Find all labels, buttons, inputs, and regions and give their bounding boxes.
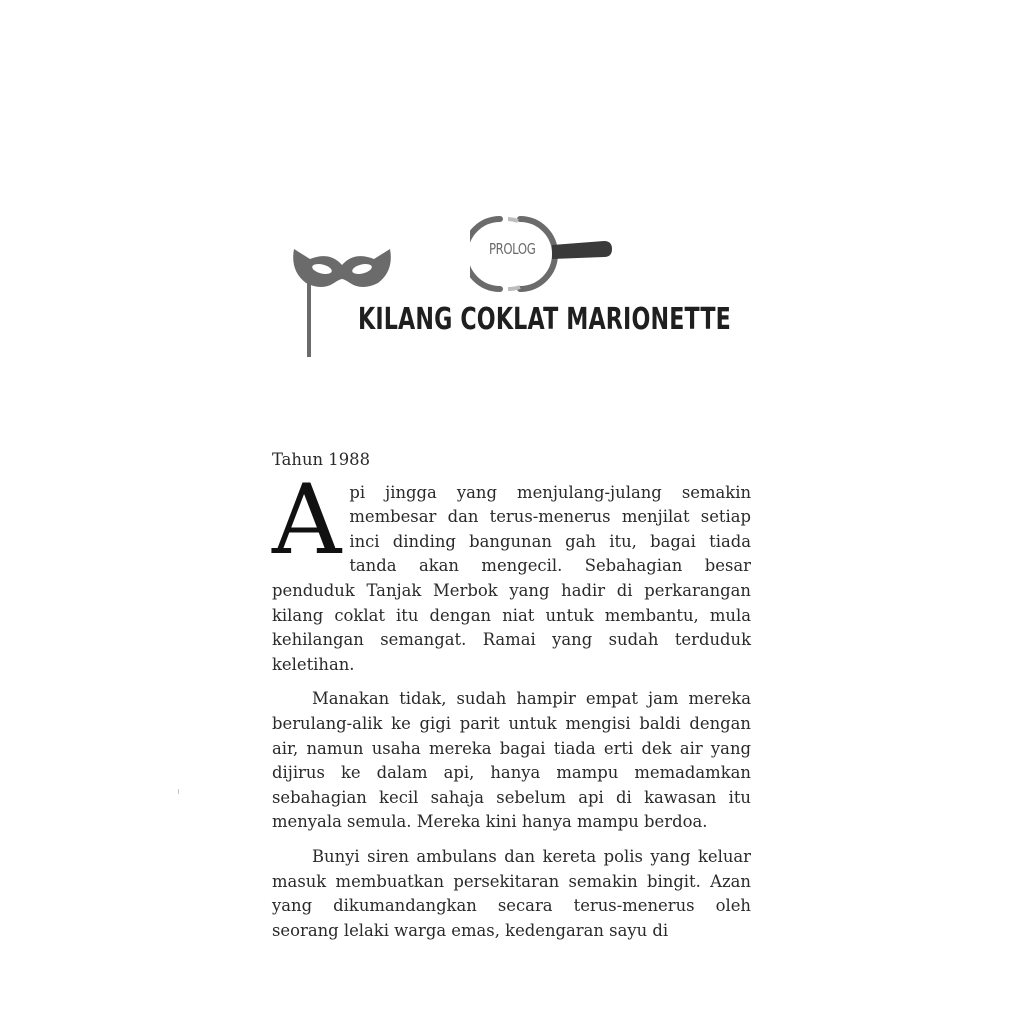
paragraph-1 (272, 463, 751, 678)
prolog-label: PROLOG (488, 240, 536, 258)
paragraph-3: Bunyi siren ambulans dan kereta polis yang keluar masuk membuatkan persekitaran semakin bingit. Azan yang dikumandangkan secara terus-menerus oleh seorang lelaki warga emas, kedengaran sayu di (272, 846, 751, 940)
paragraph-1-text: pi jingga yang menjulang-julang semakin membesar dan terus-menerus menjilat setiap inci dinding bangunan gah itu, bagai tiada tanda akan mengecil. Sebahagian besar penduduk Tanjak Merbok yang hadir di perkarangan kilang coklat itu dengan niat untuk membantu, mula kehilangan semangat. Ramai yang sudah terduduk keletihan. (272, 482, 751, 674)
chapter-header (280, 205, 731, 365)
drop-cap: A (272, 463, 342, 576)
chapter-title: KILANG COKLAT MARIONETTE (358, 302, 731, 337)
paragraph-2: Manakan tidak, sudah hampir empat jam mereka berulang-alik ke gigi parit untuk mengisi baldi dengan air, namun usaha mereka bagai tiada erti dek air yang dijirus ke dalam api, hanya mampu memadamkan sebahagian kecil sahaja sebelum api di kawasan itu menyala semula. Mereka kini hanya mampu berdoa. (272, 689, 751, 832)
body-text (272, 448, 751, 953)
year-heading: Tahun 1988 (272, 450, 371, 469)
scan-mark (178, 789, 179, 794)
magnifying-glass-icon (470, 213, 620, 303)
